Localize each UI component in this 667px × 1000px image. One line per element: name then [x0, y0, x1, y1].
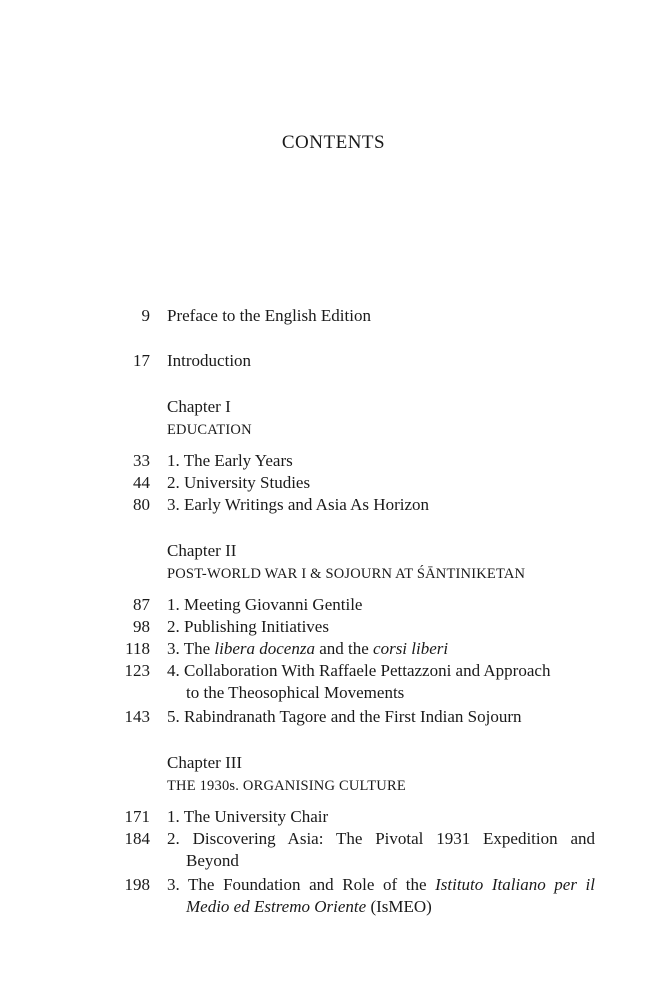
toc-page-number: 9: [141, 306, 150, 325]
toc-page-number: 171: [124, 807, 150, 826]
toc-page-number: 87: [133, 595, 150, 614]
toc-entry: [167, 638, 595, 660]
toc-page-number: 198: [124, 875, 150, 894]
toc-entry: [167, 874, 595, 896]
toc-entry: 2. Publishing Initiatives: [167, 617, 329, 636]
toc-page-number: 33: [133, 451, 150, 470]
contents-title: CONTENTS: [281, 132, 386, 153]
toc-page-number: 184: [124, 829, 150, 848]
toc-entry-continuation: [186, 896, 595, 918]
toc-entry: Preface to the English Edition: [167, 306, 371, 325]
toc-page-number: 118: [125, 639, 150, 658]
toc-page-number: 80: [133, 495, 150, 514]
chapter-label: Chapter I: [167, 397, 231, 416]
toc-entry-italic: Medio ed Estremo Oriente: [186, 897, 367, 916]
chapter-label: Chapter II: [167, 541, 237, 560]
toc-entry: 5. Rabindranath Tagore and the First Indian Sojourn: [167, 707, 522, 726]
toc-entry-continuation: Beyond: [186, 851, 239, 870]
toc-entry-continuation: to the Theosophical Movements: [186, 683, 405, 702]
toc-entry: 1. Meeting Giovanni Gentile: [167, 595, 363, 614]
toc-entry-text: and the: [314, 639, 374, 658]
toc-page-number: 98: [133, 617, 150, 636]
toc-entry: 4. Collaboration With Raffaele Pettazzoni and Approach: [167, 661, 551, 680]
chapter-heading: EDUCATION: [167, 422, 252, 438]
chapter-heading: POST-WORLD WAR I & SOJOURN AT ŚĀNTINIKETAN: [167, 566, 526, 582]
toc-entry: Introduction: [167, 351, 252, 370]
chapter-heading: THE 1930s. ORGANISING CULTURE: [167, 778, 406, 794]
toc-page-number: 143: [124, 707, 150, 726]
toc-entry: 3. Early Writings and Asia As Horizon: [167, 495, 429, 514]
toc-entry: 2. Discovering Asia: The Pivotal 1931 Expedition and: [167, 829, 595, 848]
toc-entry: 1. The University Chair: [167, 807, 329, 826]
toc-entry-text: 3. The Foundation and Role of the: [167, 875, 436, 894]
toc-entry-italic: corsi liberi: [373, 639, 449, 658]
toc-entry-italic: Istituto Italiano per il: [435, 875, 595, 894]
toc-page-number: 17: [133, 351, 150, 370]
toc-entry: 2. University Studies: [167, 473, 311, 492]
toc-entry-text: 3. The: [167, 639, 215, 658]
toc-page-number: 123: [124, 661, 150, 680]
toc-entry-text: (IsMEO): [366, 897, 432, 916]
chapter-label: Chapter III: [167, 753, 243, 772]
toc-entry-italic: libera docenza: [214, 639, 315, 658]
toc-page-number: 44: [133, 473, 150, 492]
toc-entry: 1. The Early Years: [167, 451, 293, 470]
